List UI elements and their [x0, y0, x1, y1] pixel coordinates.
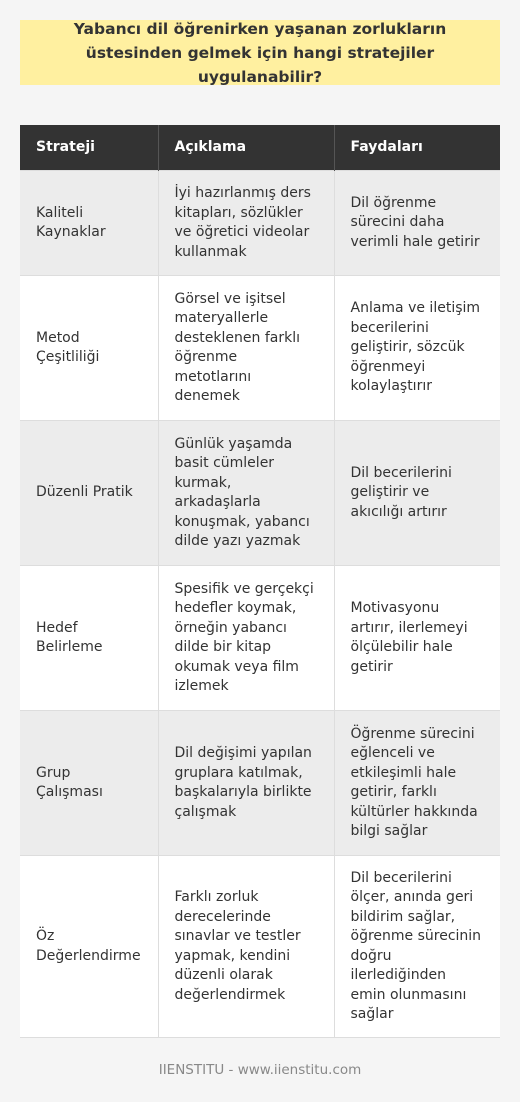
header-strateji: Strateji — [20, 125, 158, 170]
cell-description: Farklı zorluk derecelerinde sınavlar ve testler yapmak, kendini düzenli olarak değerlendirmek — [158, 855, 334, 1037]
table-row — [20, 855, 500, 1037]
cell-strategy: Metod Çeşitliliği — [20, 275, 158, 420]
header-faydalari: Faydaları — [334, 125, 500, 170]
cell-benefit: Dil öğrenme sürecini daha verimli hale getirir — [334, 170, 500, 275]
cell-benefit: Öğrenme sürecini eğlenceli ve etkileşimli hale getirir, farklı kültürler hakkında bilgi sağlar — [334, 710, 500, 855]
cell-benefit: Dil becerilerini geliştirir ve akıcılığı artırır — [334, 420, 500, 565]
cell-description: Günlük yaşamda basit cümleler kurmak, arkadaşlarla konuşmak, yabancı dilde yazı yazmak — [158, 420, 334, 565]
cell-description: Dil değişimi yapılan gruplara katılmak, başkalarıyla birlikte çalışmak — [158, 710, 334, 855]
cell-description: Görsel ve işitsel materyallerle desteklenen farklı öğrenme metotlarını denemek — [158, 275, 334, 420]
table-row — [20, 565, 500, 710]
footer-credit: IIENSTITU - www.iienstitu.com — [158, 1062, 362, 1078]
cell-benefit: Dil becerilerini ölçer, anında geri bildirim sağlar, öğrenme sürecinin doğru ilerlediğinden emin olunmasını sağlar — [334, 855, 500, 1037]
cell-description: Spesifik ve gerçekçi hedefler koymak, örneğin yabancı dilde bir kitap okumak veya film izlemek — [158, 565, 334, 710]
cell-strategy: Grup Çalışması — [20, 710, 158, 855]
table-row — [20, 170, 500, 275]
cell-strategy: Kaliteli Kaynaklar — [20, 170, 158, 275]
cell-description: İyi hazırlanmış ders kitapları, sözlükler ve öğretici videolar kullanmak — [158, 170, 334, 275]
cell-strategy: Hedef Belirleme — [20, 565, 158, 710]
table-row — [20, 275, 500, 420]
cell-strategy: Öz Değerlendirme — [20, 855, 158, 1037]
strategy-table — [20, 125, 500, 1038]
table-row — [20, 710, 500, 855]
header-aciklama: Açıklama — [158, 125, 334, 170]
cell-benefit: Anlama ve iletişim becerilerini geliştirir, sözcük öğrenmeyi kolaylaştırır — [334, 275, 500, 420]
question-title: Yabancı dil öğrenirken yaşanan zorlukların üstesinden gelmek için hangi stratejiler uygulanabilir? — [20, 20, 500, 85]
table-header-row — [20, 125, 500, 170]
table-row — [20, 420, 500, 565]
cell-benefit: Motivasyonu artırır, ilerlemeyi ölçülebilir hale getirir — [334, 565, 500, 710]
cell-strategy: Düzenli Pratik — [20, 420, 158, 565]
